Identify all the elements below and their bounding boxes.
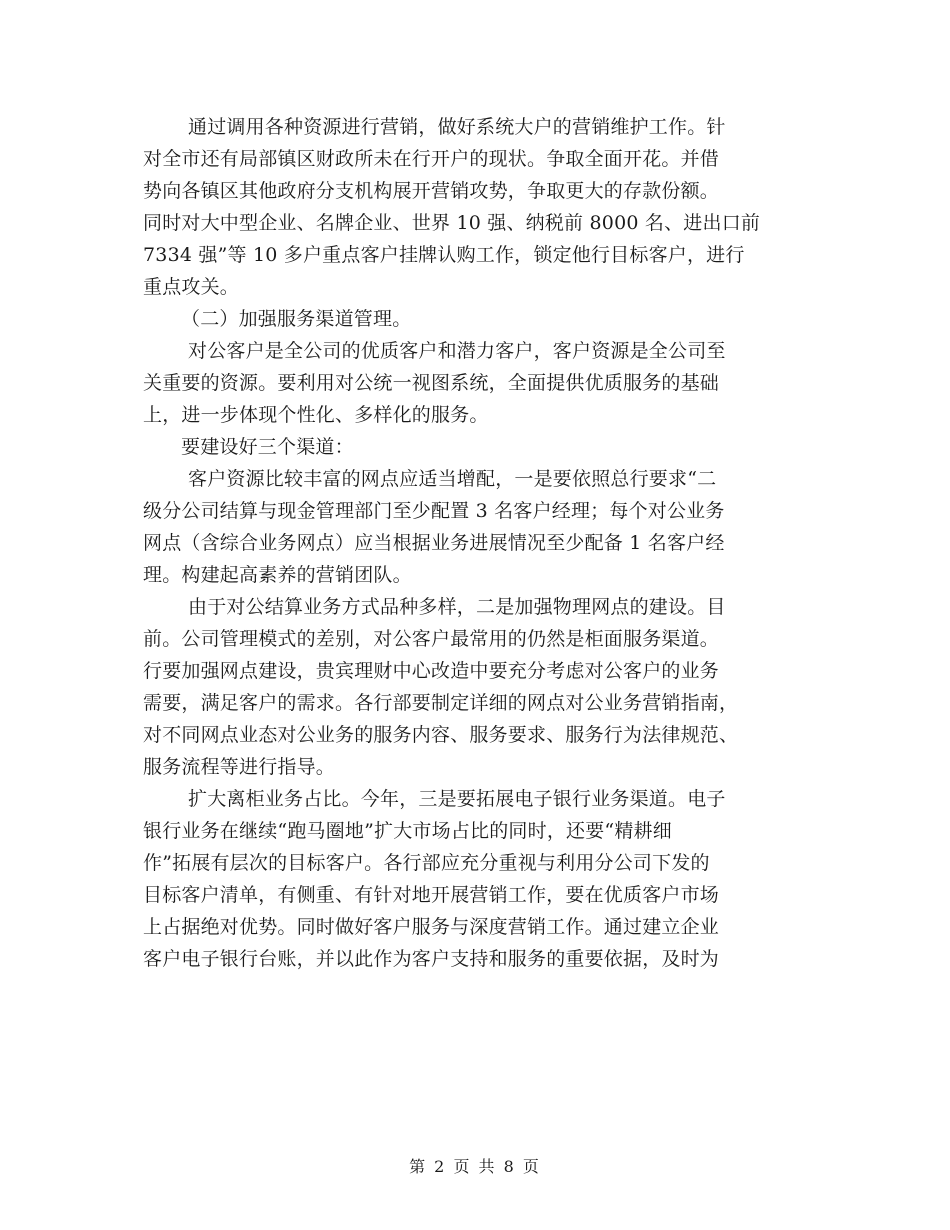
text-line: 同时对大中型企业、名牌企业、世界 10 强、纳税前 8000 名、进出口前 (143, 212, 761, 234)
text-line: 前。公司管理模式的差别，对公客户最常用的仍然是柜面服务渠道。 (143, 628, 720, 650)
text-line: 服务流程等进行指导。 (143, 756, 336, 778)
text-line: 客户电子银行台账，并以此作为客户支持和服务的重要依据，及时为 (143, 948, 720, 970)
text-line: 银行业务在继续“跑马圈地”扩大市场占比的同时，还要“精耕细 (143, 820, 672, 842)
text-line: 通过调用各种资源进行营销，做好系统大户的营销维护工作。针 (188, 116, 726, 138)
text-line: 理。构建起高素养的营销团队。 (143, 564, 412, 586)
document-body (143, 111, 803, 975)
text-line: 由于对公结算业务方式品种多样，二是加强物理网点的建设。目 (188, 596, 726, 618)
text-line: 需要，满足客户的需求。各行部要制定详细的网点对公业务营销指南， (143, 692, 739, 714)
page-number-footer: 第 2 页 共 8 页 (409, 1157, 541, 1176)
text-line: 级分公司结算与现金管理部门至少配置 3 名客户经理；每个对公业务 (143, 500, 725, 522)
text-line: 作”拓展有层次的目标客户。各行部应充分重视与利用分公司下发的 (143, 852, 710, 874)
text-line: 上，进一步体现个性化、多样化的服务。 (143, 404, 489, 426)
text-line: 目标客户清单，有侧重、有针对地开展营销工作，要在优质客户市场 (143, 884, 720, 906)
text-line: 要建设好三个渠道： (181, 436, 354, 458)
text-line: 对不同网点业态对公业务的服务内容、服务要求、服务行为法律规范、 (143, 724, 739, 746)
text-line: 重点攻关。 (143, 276, 240, 298)
section-heading: （二）加强服务渠道管理。 (181, 308, 412, 330)
text-line: 对全市还有局部镇区财政所未在行开户的现状。争取全面开花。并借 (143, 148, 720, 170)
text-line: 7334 强”等 10 多户重点客户挂牌认购工作，锁定他行目标客户，进行 (143, 244, 745, 266)
text-line: 关重要的资源。要利用对公统一视图系统，全面提供优质服务的基础 (143, 372, 720, 394)
text-line: 网点（含综合业务网点）应当根据业务进展情况至少配备 1 名客户经 (143, 532, 725, 554)
text-line: 客户资源比较丰富的网点应适当增配，一是要依照总行要求“二 (188, 468, 717, 490)
text-line: 上占据绝对优势。同时做好客户服务与深度营销工作。通过建立企业 (143, 916, 720, 938)
text-line: 对公客户是全公司的优质客户和潜力客户，客户资源是全公司至 (188, 340, 726, 362)
text-line: 扩大离柜业务占比。今年，三是要拓展电子银行业务渠道。电子 (188, 788, 726, 810)
text-line: 势向各镇区其他政府分支机构展开营销攻势，争取更大的存款份额。 (143, 180, 720, 202)
text-line: 行要加强网点建设，贵宾理财中心改造中要充分考虑对公客户的业务 (143, 660, 720, 682)
